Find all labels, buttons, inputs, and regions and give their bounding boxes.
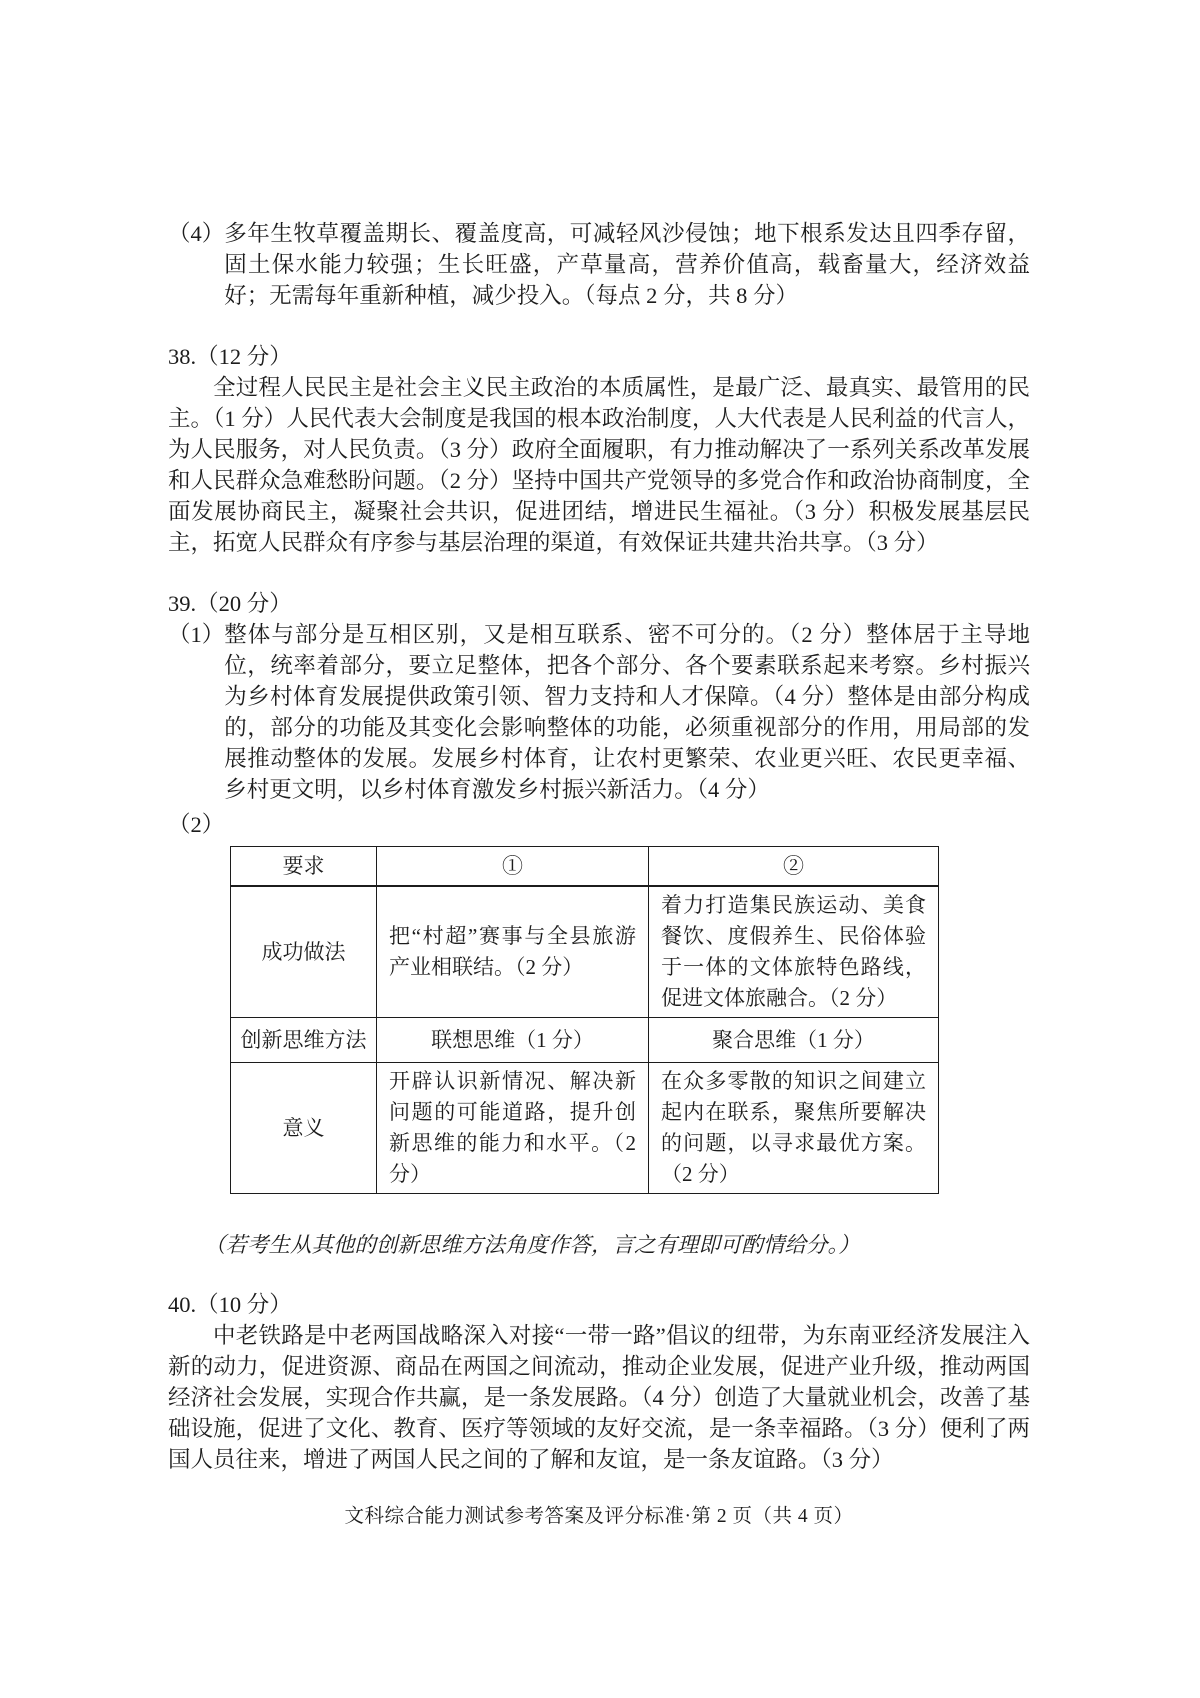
item-4-text: 多年生牧草覆盖期长、覆盖度高，可减轻风沙侵蚀；地下根系发达且四季存留，固土保水能力较强；生长旺盛，产草量高，营养价值高，载畜量大，经济效益好；无需每年重新种植，减少投入。（每点 2 分，共 8 分） (224, 221, 1030, 308)
q39-part1-marker: （1） (168, 622, 225, 647)
q40-heading: 40.（10 分） (168, 1292, 292, 1317)
page-footer: 文科综合能力测试参考答案及评分标准·第 2 页（共 4 页） (344, 1506, 854, 1527)
table-row-thinking-method (231, 1018, 939, 1063)
table-header-circle1: ① (377, 847, 649, 887)
table-row-success-practice (231, 886, 939, 1018)
q40-answer-paragraph: 中老铁路是中老两国战略深入对接“一带一路”倡议的纽带，为东南亚经济发展注入新的动力，促进资源、商品在两国之间流动，推动企业发展，促进产业升级，推动两国经济社会发展，实现合作共赢，是一条发展路。（4 分）创造了大量就业机会，改善了基础设施，促进了文化、教育、医疗等领域的友好交流，是一条幸福路。（3 分）便利了两国人员往来，增进了两国人民之间的了解和友谊，是一条友谊路。（3 分） (168, 1323, 1030, 1472)
table-header-circle2: ② (649, 847, 939, 887)
q38-heading: 38.（12 分） (168, 344, 292, 369)
table-header-requirement: 要求 (231, 847, 377, 887)
q39-grading-note: （若考生从其他的创新思维方法角度作答，言之有理即可酌情给分。） (204, 1233, 860, 1258)
table-cell-row1-label: 成功做法 (231, 886, 377, 1018)
table-row-significance (231, 1063, 939, 1194)
table-cell-row3-label: 意义 (231, 1063, 377, 1194)
table-cell-row2-label: 创新思维方法 (231, 1018, 377, 1063)
q39-heading: 39.（20 分） (168, 591, 292, 616)
table-cell-row1-col2: 着力打造集民族运动、美食餐饮、度假养生、民俗体验于一体的文体旅特色路线，促进文体旅融合。（2 分） (649, 886, 939, 1018)
item-4-marker: （4） (168, 221, 225, 246)
table-cell-row2-col2: 聚合思维（1 分） (649, 1018, 939, 1063)
table-cell-row3-col1: 开辟认识新情况、解决新问题的可能道路，提升创新思维的能力和水平。（2 分） (377, 1063, 649, 1194)
q39-answer-table (230, 846, 939, 1194)
q39-part1-text: 整体与部分是互相区别，又是相互联系、密不可分的。（2 分）整体居于主导地位，统率着部分，要立足整体，把各个部分、各个要素联系起来考察。乡村振兴为乡村体育发展提供政策引领、智力支持和人才保障。（4 分）整体是由部分构成的，部分的功能及其变化会影响整体的功能，必须重视部分的作用，用局部的发展推动整体的发展。发展乡村体育，让农村更繁荣、农业更兴旺、农民更幸福、乡村更文明，以乡村体育激发乡村振兴新活力。（4 分） (224, 622, 1030, 802)
table-cell-row1-col1: 把“村超”赛事与全县旅游产业相联结。（2 分） (377, 886, 649, 1018)
q38-answer-paragraph: 全过程人民民主是社会主义民主政治的本质属性，是最广泛、最真实、最管用的民主。（1 分）人民代表大会制度是我国的根本政治制度，人大代表是人民利益的代言人，为人民服务，对人民负责。（3 分）政府全面履职，有力推动解决了一系列关系改革发展和人民群众急难愁盼问题。（2 分）坚持中国共产党领导的多党合作和政治协商制度，全面发展协商民主，凝聚社会共识，促进团结，增进民生福祉。（3 分）积极发展基层民主，拓宽人民群众有序参与基层治理的渠道，有效保证共建共治共享。（3 分） (168, 375, 1030, 555)
table-cell-row3-col2: 在众多零散的知识之间建立起内在联系，聚焦所要解决的问题，以寻求最优方案。（2 分） (649, 1063, 939, 1194)
q39-part1 (168, 619, 1030, 805)
table-cell-row2-col1: 联想思维（1 分） (377, 1018, 649, 1063)
q39-part2-marker: （2） (168, 812, 225, 837)
table-header-row (231, 847, 939, 887)
answer-item-4 (168, 218, 1030, 311)
